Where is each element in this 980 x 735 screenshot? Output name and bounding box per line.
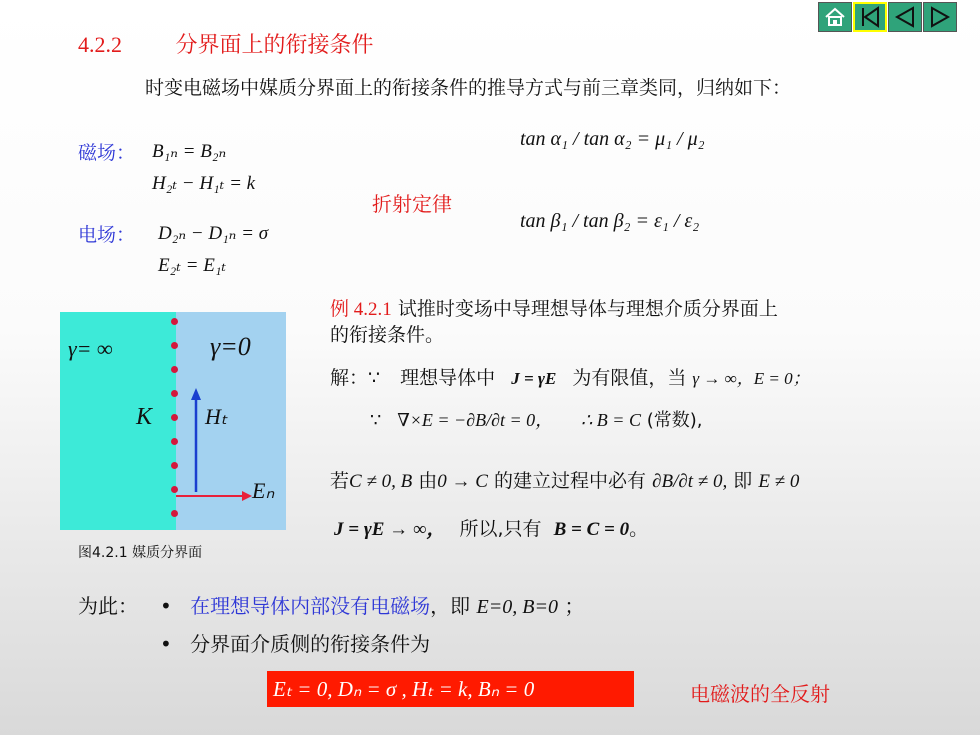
because-symbol: ∵: [370, 410, 382, 431]
figure-caption: 图4.2.1 媒质分界面: [78, 545, 203, 561]
gamma-infinity-label: γ= ∞: [68, 336, 113, 361]
line4-text: 所以,只有: [459, 518, 542, 540]
section-intro: 时变电磁场中媒质分界面上的衔接条件的推导方式与前三章类同，归纳如下：: [145, 77, 792, 99]
example-statement: [330, 294, 778, 321]
magnetic-eq-ht: H₂ₜ − H₁ₜ = k: [152, 173, 256, 194]
line3-formula2: 0 → C: [437, 471, 488, 492]
electric-eq-dn: D₂ₙ − D₁ₙ = σ: [158, 223, 269, 244]
interface-conditions-box: Eₜ = 0, Dₙ = σ , Hₜ = k, Bₙ = 0: [267, 671, 634, 707]
first-page-icon: [860, 6, 880, 28]
line3-text1: 若: [330, 470, 350, 492]
bullet1-formula: E=0, B=0: [476, 596, 558, 618]
electric-eq-et: E₂ₜ = E₁ₜ: [158, 255, 227, 276]
refraction-label: 折射定律: [372, 192, 452, 216]
electric-label: 电场：: [78, 224, 136, 246]
refraction-eq-alpha: tan α₁ / tan α₂ = μ₁ / μ₂: [520, 128, 705, 150]
curl-formula: ∇×E = −∂B/∂t = 0，: [397, 410, 554, 430]
magnetic-label: 磁场：: [78, 142, 136, 164]
bullet-dot: •: [160, 632, 172, 656]
refraction-eq-beta: tan β₁ / tan β₂ = ε₁ / ε₂: [520, 210, 700, 232]
solution-line3: [330, 466, 799, 493]
magnetic-eq-bn: B₁ₙ = B₂ₙ: [152, 141, 227, 162]
gamma-zero-label: γ=0: [210, 332, 251, 361]
solution-line4: [334, 514, 648, 541]
line4-formula2: B = C = 0: [553, 519, 630, 540]
solution-line1: [330, 363, 810, 390]
line3-text3: 的建立过程中必有: [494, 470, 647, 492]
interface-figure: [60, 312, 286, 530]
line4-end: 。: [629, 518, 649, 540]
ht-arrowhead: [191, 388, 201, 400]
conclusion-label: 为此：: [78, 594, 138, 618]
en-label: Eₙ: [252, 478, 275, 503]
line3-formula3: ∂B/∂t ≠ 0,: [652, 471, 728, 492]
therefore-formula: ∴ B = C: [580, 410, 641, 430]
example-label: 例 4.2.1: [330, 299, 392, 320]
first-page-button[interactable]: [853, 2, 887, 32]
line3-text4: 即: [733, 470, 753, 492]
example-text-line2: 的衔接条件。: [330, 324, 445, 346]
example-text-line1: 试推时变场中导理想导体与理想介质分界面上: [397, 298, 778, 320]
section-title: [78, 28, 374, 59]
section-title-text: 分界面上的衔接条件: [175, 32, 374, 57]
constant-label: (常数),: [646, 410, 703, 431]
line3-formula1: C ≠ 0, B: [349, 471, 413, 492]
line4-formula1: J = γE → ∞，: [334, 519, 446, 540]
solution-prefix: 解：∵: [330, 367, 381, 389]
bullet-dot: •: [160, 594, 172, 618]
solution-text1: 理想导体中: [400, 367, 496, 389]
bullet1-blue-text: 在理想导体内部没有电磁场: [190, 594, 431, 618]
solution-text2: 为有限值，当: [572, 367, 687, 389]
solution-formula-j: J = γE: [511, 369, 557, 388]
conclusion-bullet2: [160, 628, 430, 657]
next-page-button[interactable]: [923, 2, 957, 32]
line3-text2: 由: [418, 470, 438, 492]
en-arrowhead: [242, 491, 252, 501]
prev-page-icon: [894, 6, 916, 28]
line3-formula4: E ≠ 0: [758, 471, 800, 492]
ht-label: Hₜ: [205, 404, 228, 429]
home-button[interactable]: [818, 2, 852, 32]
next-page-icon: [929, 6, 951, 28]
bullet1-rest: ，即: [430, 594, 471, 618]
solution-line2: [370, 406, 702, 432]
nav-bar: [818, 2, 957, 32]
section-number: 4.2.2: [78, 32, 122, 57]
prev-page-button[interactable]: [888, 2, 922, 32]
solution-formula-gamma: γ → ∞，E = 0；: [692, 369, 810, 388]
total-reflection-label: 电磁波的全反射: [690, 682, 830, 706]
conclusion-bullet1: [160, 590, 584, 619]
bullet1-end: ；: [564, 594, 585, 618]
bullet2-text: 分界面介质侧的衔接条件为: [190, 632, 431, 656]
home-icon: [824, 7, 846, 27]
surface-current-label: K: [136, 404, 153, 430]
